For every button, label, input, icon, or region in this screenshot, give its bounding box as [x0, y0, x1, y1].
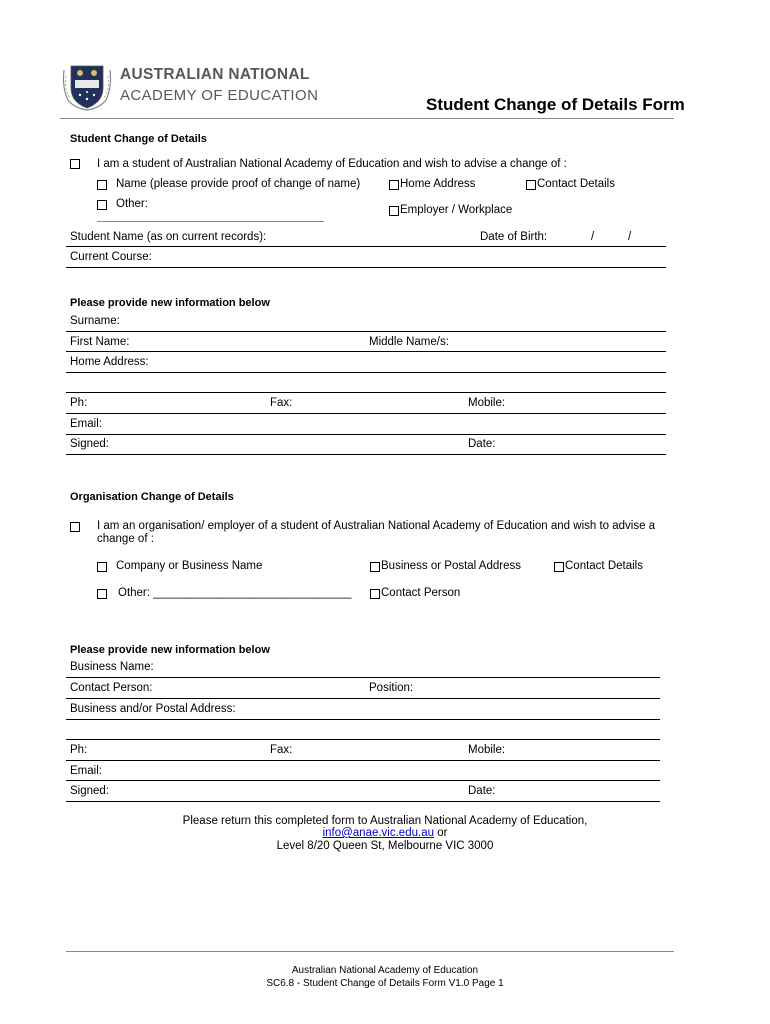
other-change-label: Other: — [116, 198, 148, 210]
contact-person-label: Contact Person: — [70, 682, 153, 694]
name-change-checkbox[interactable] — [97, 180, 107, 190]
phone-field-line[interactable] — [66, 413, 666, 414]
dob-label: Date of Birth: — [480, 231, 548, 243]
org-email-label: Email: — [70, 765, 102, 777]
other-change-input-line[interactable] — [97, 221, 324, 222]
return-note-line1: Please return this completed form to Australian National Academy of Education, — [182, 815, 588, 827]
fax-label: Fax: — [270, 397, 293, 409]
contact-person-field-line[interactable] — [66, 698, 660, 699]
contact-person-checkbox[interactable] — [370, 589, 380, 599]
academy-crest-logo — [60, 62, 114, 112]
student-advise-checkbox[interactable] — [70, 159, 80, 169]
ph-label: Ph: — [70, 397, 88, 409]
contact-person-option-label: Contact Person — [381, 587, 461, 599]
org-intro-line1: I am an organisation/ employer of a student of Australian National Academy of Education and wish to advise a — [97, 520, 656, 532]
org-mobile-label: Mobile: — [468, 744, 506, 756]
contact-details-checkbox[interactable] — [526, 180, 536, 190]
org-new-info-heading: Please provide new information below — [70, 644, 270, 656]
first-name-field-line[interactable] — [66, 351, 666, 352]
org-section-heading: Organisation Change of Details — [70, 491, 234, 503]
company-name-checkbox[interactable] — [97, 562, 107, 572]
home-address-checkbox[interactable] — [389, 180, 399, 190]
org-signed-label: Signed: — [70, 785, 110, 797]
student-intro-text: I am a student of Australian National Academy of Education and wish to advise a change of : — [97, 158, 567, 170]
return-email-link[interactable]: info@anae.vic.edu.au — [322, 827, 434, 839]
other-change-checkbox[interactable] — [97, 200, 107, 210]
student-section-heading: Student Change of Details — [70, 133, 207, 145]
student-name-field-line[interactable] — [66, 246, 666, 247]
company-name-label: Company or Business Name — [116, 560, 263, 572]
current-course-label: Current Course: — [70, 251, 152, 263]
org-other-checkbox[interactable] — [97, 589, 107, 599]
name-change-label: Name (please provide proof of change of name) — [116, 178, 361, 190]
return-note-line3: Level 8/20 Queen St, Melbourne VIC 3000 — [276, 840, 494, 852]
org-advise-checkbox[interactable] — [70, 522, 80, 532]
return-note-line2 — [0, 827, 770, 839]
email-label: Email: — [70, 418, 102, 430]
business-address-field-line-1[interactable] — [66, 719, 660, 720]
signed-label: Signed: — [70, 438, 110, 450]
org-email-field-line[interactable] — [66, 780, 660, 781]
current-course-field-line[interactable] — [66, 267, 666, 268]
employer-label: Employer / Workplace — [400, 204, 513, 216]
home-address-label: Home Address — [400, 178, 476, 190]
mobile-label: Mobile: — [468, 397, 506, 409]
footer-line2: SC6.8 - Student Change of Details Form V1.0 Page 1 — [266, 978, 504, 989]
business-name-field-line[interactable] — [66, 677, 660, 678]
org-other-label: Other: _______________________________ — [118, 587, 352, 599]
student-new-info-heading: Please provide new information below — [70, 297, 270, 309]
business-address-checkbox[interactable] — [370, 562, 380, 572]
org-intro-line2: change of : — [97, 533, 154, 545]
footer-line1: Australian National Academy of Education — [291, 965, 479, 976]
logo-text-line1: AUSTRALIAN NATIONAL — [120, 66, 310, 83]
student-name-label: Student Name (as on current records): — [70, 231, 267, 243]
org-fax-label: Fax: — [270, 744, 293, 756]
dob-slash-1: / — [591, 231, 595, 243]
position-label: Position: — [369, 682, 414, 694]
logo-text-line2: ACADEMY OF EDUCATION — [120, 87, 319, 104]
org-contact-details-checkbox[interactable] — [554, 562, 564, 572]
surname-field-line[interactable] — [66, 331, 666, 332]
surname-label: Surname: — [70, 315, 120, 327]
home-address-field-line-2[interactable] — [66, 392, 666, 393]
first-name-label: First Name: — [70, 336, 130, 348]
page-title: Student Change of Details Form — [426, 95, 685, 114]
footer-divider — [66, 951, 674, 952]
org-ph-label: Ph: — [70, 744, 88, 756]
email-field-line[interactable] — [66, 434, 666, 435]
org-date-label: Date: — [468, 785, 496, 797]
business-name-label: Business Name: — [70, 661, 154, 673]
employer-checkbox[interactable] — [389, 206, 399, 216]
org-contact-details-label: Contact Details — [565, 560, 643, 572]
dob-slash-2: / — [628, 231, 632, 243]
signed-field-line[interactable] — [66, 454, 666, 455]
home-address-new-label: Home Address: — [70, 356, 149, 368]
date-label: Date: — [468, 438, 496, 450]
business-address-field-line-2[interactable] — [66, 739, 660, 740]
return-or-text: or — [437, 827, 448, 839]
middle-name-label: Middle Name/s: — [369, 336, 449, 348]
title-divider — [60, 118, 674, 119]
business-address-label: Business or Postal Address — [381, 560, 521, 572]
home-address-field-line-1[interactable] — [66, 372, 666, 373]
contact-details-label: Contact Details — [537, 178, 615, 190]
business-address-new-label: Business and/or Postal Address: — [70, 703, 236, 715]
org-phone-field-line[interactable] — [66, 760, 660, 761]
org-signed-field-line[interactable] — [66, 801, 660, 802]
